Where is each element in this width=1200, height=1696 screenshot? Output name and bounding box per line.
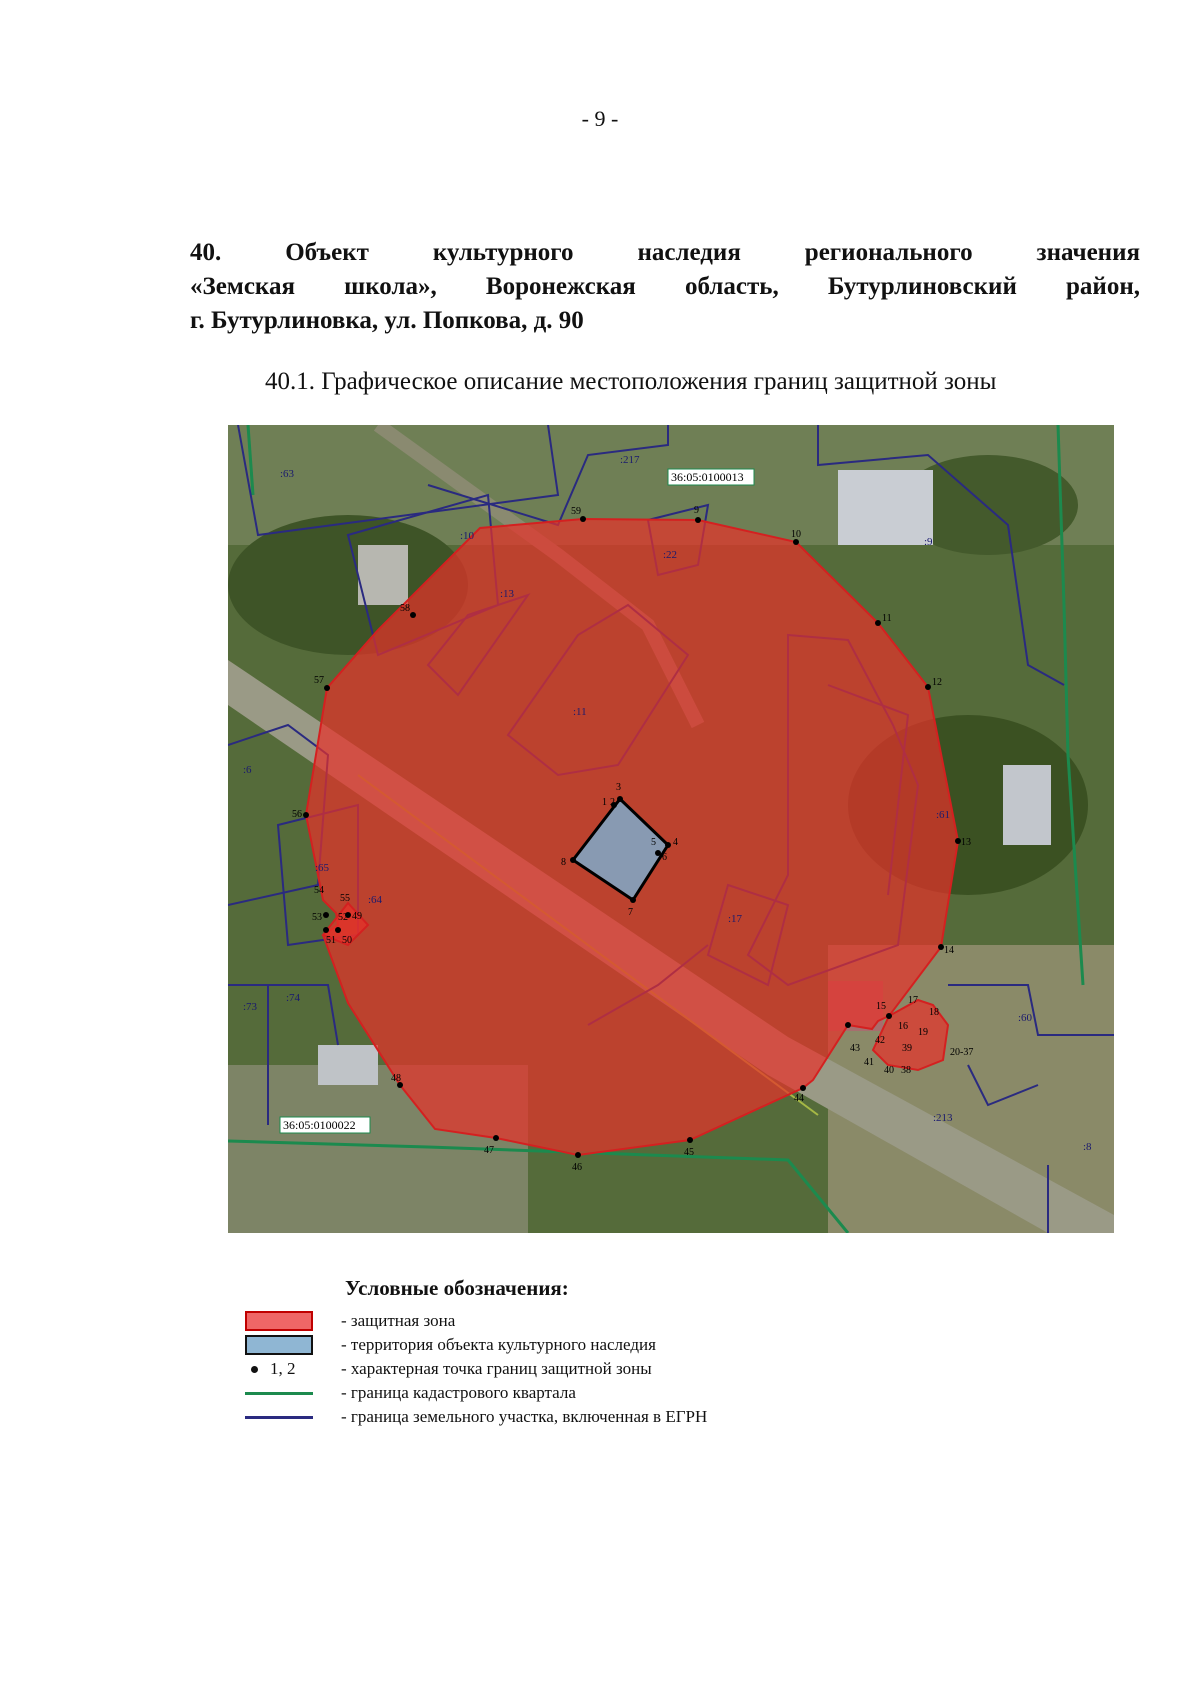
parcel-label-60: :60 (1018, 1012, 1033, 1024)
page-number: - 9 - (581, 106, 619, 131)
point-label-52: 52 (338, 912, 348, 923)
point-label-19: 19 (918, 1027, 928, 1038)
point-58 (410, 612, 416, 618)
object-swatch (245, 1335, 313, 1355)
point-label-41: 41 (864, 1057, 874, 1068)
legend-parcel-symbol (245, 1407, 313, 1427)
point-label-59: 59 (571, 506, 581, 517)
parcel-label-65: :65 (315, 862, 330, 874)
point-label-46: 46 (572, 1162, 582, 1173)
legend-item-quarter (245, 1381, 945, 1405)
legend-point-sample: 1, 2 (270, 1359, 296, 1378)
point-label-54: 54 (314, 885, 324, 896)
point-15 (886, 1013, 892, 1019)
map-legend (245, 1276, 945, 1429)
legend-quarter-text: - граница кадастрового квартала (341, 1383, 576, 1402)
point-label-43: 43 (850, 1043, 860, 1054)
section-subheading: 40.1. Графическое описание местоположения границ защитной зоны (265, 368, 997, 395)
legend-item-object (245, 1333, 945, 1357)
parcel-label-63: :63 (280, 468, 295, 480)
point-label-53: 53 (312, 912, 322, 923)
parcel-label-64: :64 (368, 894, 383, 906)
legend-parcel-text: - граница земельного участка, включенная в ЕГРН (341, 1407, 708, 1426)
building-east (1003, 765, 1051, 845)
point-label-15: 15 (876, 1001, 886, 1012)
parcel-label-10: :10 (460, 530, 475, 542)
building-nw (358, 545, 408, 605)
point-11 (875, 620, 881, 626)
point-label-40: 40 (884, 1065, 894, 1076)
point-label-4: 4 (673, 837, 678, 848)
point-57 (324, 685, 330, 691)
parcel-label-217: :217 (620, 454, 640, 466)
section-heading (190, 236, 1140, 338)
heading-line-1: 40. Объект культурного наследия регионального значения (190, 239, 1140, 266)
point-8 (570, 857, 576, 863)
point-4 (665, 842, 671, 848)
point-12 (925, 684, 931, 690)
point-label-56: 56 (292, 809, 302, 820)
legend-item-zone (245, 1309, 945, 1333)
point-label-42: 42 (875, 1035, 885, 1046)
map-svg (228, 425, 1114, 1233)
heading-line-2: «Земская школа», Воронежская область, Бутурлиновский район, (190, 273, 1140, 300)
legend-zone-text: - защитная зона (341, 1311, 456, 1330)
legend-item-point (245, 1357, 945, 1381)
legend-point-symbol (245, 1359, 313, 1379)
quarter-label-1: 36:05:0100013 (671, 470, 744, 484)
heading-line-3: г. Бутурлиновка, ул. Попкова, д. 90 (190, 307, 584, 334)
point-label-57: 57 (314, 675, 324, 686)
parcel-label-22: :22 (663, 549, 678, 561)
parcel-label-73: :73 (243, 1001, 258, 1013)
point-56 (303, 812, 309, 818)
point-label-10: 10 (791, 529, 801, 540)
point-label-14: 14 (944, 945, 954, 956)
point-44 (800, 1085, 806, 1091)
point-label-3: 3 (616, 782, 621, 793)
point-dot-icon (251, 1366, 258, 1373)
parcel-label-74: :74 (286, 992, 301, 1004)
point-45 (687, 1137, 693, 1143)
point-43 (845, 1022, 851, 1028)
parcel-label-13: :13 (500, 588, 515, 600)
point-label-17: 17 (908, 995, 918, 1006)
point-label-38: 38 (901, 1065, 911, 1076)
point-9 (695, 517, 701, 523)
point-46 (575, 1152, 581, 1158)
parcel-label-213: :213 (933, 1112, 953, 1124)
point-label-55: 55 (340, 893, 350, 904)
point-label-47: 47 (484, 1145, 494, 1156)
legend-zone-symbol (245, 1311, 313, 1331)
legend-object-text: - территория объекта культурного наследия (341, 1335, 656, 1354)
parcel-line-swatch (245, 1416, 313, 1419)
point-51 (323, 927, 329, 933)
zone-swatch (245, 1311, 313, 1331)
point-label-6: 6 (662, 852, 667, 863)
point-label-39: 39 (902, 1043, 912, 1054)
point-label-44: 44 (794, 1093, 804, 1104)
parcel-label-11: :11 (573, 706, 587, 718)
point-3 (617, 796, 623, 802)
parcel-label-9: :9 (924, 536, 933, 548)
parcel-label-17: :17 (728, 913, 743, 925)
point-label-58: 58 (400, 603, 410, 614)
point-label-51: 51 (326, 935, 336, 946)
point-label-11: 11 (882, 613, 892, 624)
legend-quarter-symbol (245, 1383, 313, 1403)
point-label-8: 8 (561, 857, 566, 868)
building-sw (318, 1045, 378, 1085)
legend-title: Условные обозначения: (345, 1276, 569, 1300)
legend-object-symbol (245, 1335, 313, 1355)
point-label-45: 45 (684, 1147, 694, 1158)
point-6 (655, 850, 661, 856)
point-label-18: 18 (929, 1007, 939, 1018)
point-label-9: 9 (694, 505, 699, 516)
legend-item-parcel (245, 1405, 945, 1429)
point-label-5: 5 (651, 837, 656, 848)
point-label-2: 2 (610, 797, 615, 808)
point-label-13: 13 (961, 837, 971, 848)
point-label-16: 16 (898, 1021, 908, 1032)
parcel-label-61: :61 (936, 809, 951, 821)
point-label-1: 1 (602, 797, 607, 808)
parcel-label-6: :6 (243, 764, 252, 776)
quarter-line-swatch (245, 1392, 313, 1395)
point-label-48: 48 (391, 1073, 401, 1084)
point-label-12: 12 (932, 677, 942, 688)
quarter-label-2: 36:05:0100022 (283, 1118, 356, 1132)
point-50 (335, 927, 341, 933)
point-53 (323, 912, 329, 918)
point-47 (493, 1135, 499, 1141)
point-label-50: 50 (342, 935, 352, 946)
point-label-20-37: 20-37 (950, 1047, 974, 1058)
parcel-label-8: :8 (1083, 1141, 1092, 1153)
point-label-7: 7 (628, 907, 633, 918)
point-7 (630, 897, 636, 903)
legend-point-text: - характерная точка границ защитной зоны (341, 1359, 652, 1378)
point-label-49: 49 (352, 911, 362, 922)
protection-zone-map (228, 425, 1114, 1233)
building-school (838, 470, 933, 545)
